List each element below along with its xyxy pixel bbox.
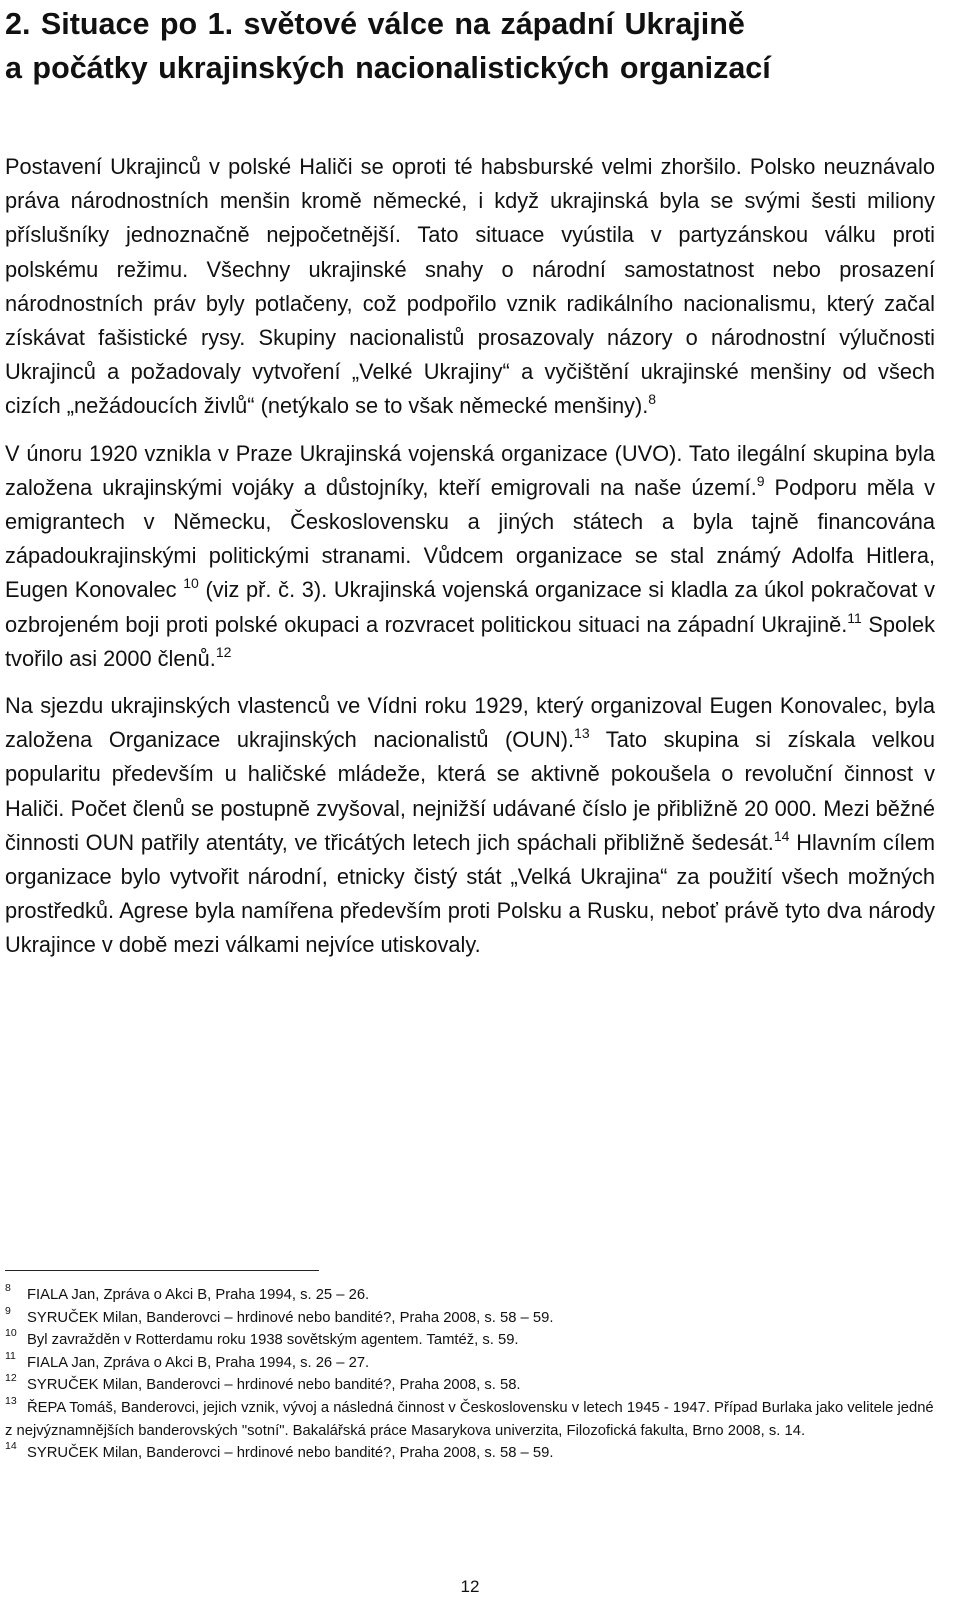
footnote-ref-8[interactable]: 8: [648, 391, 657, 408]
paragraph-2-text-c: (viz př. č. 3). Ukrajinská vojenská organizace si kladla za úkol pokračovat v ozbrojeném boji proti polské okupaci a rozvracet politickou situaci na západní Ukrajině.: [5, 577, 936, 637]
paragraph-3-text-a: Na sjezdu ukrajinských vlastenců ve Vídni roku 1929, který organizoval Eugen Konovalec, byla založena Organizace ukrajinských nacionalistů (OUN).: [5, 693, 935, 753]
footnote-ref-14[interactable]: 14: [773, 827, 790, 844]
footnote-text: SYRUČEK Milan, Banderovci – hrdinové nebo bandité?, Praha 2008, s. 58.: [27, 1377, 521, 1394]
paragraph-3-text-b: Tato skupina si získala velkou popularitu především u haličské mládeže, která se aktivně pokoušela o revoluční činnost v Haliči. Počet členů se postupně zvyšoval, nejnižší udávané číslo je přibližně 20 000. Mezi běžné činnosti OUN patřily atentáty, ve třicátých letech jich spáchali přibližně šedesát.: [5, 727, 935, 855]
section-heading-line-2: a počátky ukrajinských nacionalistických organizací: [5, 51, 771, 85]
paragraph-2-text-d: Spolek tvořilo asi 2000 členů.: [5, 611, 936, 671]
footnote-separator: [5, 1270, 319, 1271]
footnote-ref-9[interactable]: 9: [756, 472, 765, 489]
footnote-text: FIALA Jan, Zpráva o Akci B, Praha 1994, s. 25 – 26.: [27, 1287, 370, 1303]
paragraph-3: [5, 689, 935, 963]
footnote-ref-11[interactable]: 11: [847, 609, 862, 626]
footnote-13: 13 ŘEPA Tomáš, Banderovci, jejich vznik, vývoj a následná činnost v Československu v letech 1945 - 1947. Případ Burlaka jako velitele jedné z nejvýznamnějších banderovských "sotní". Bakalářská práce Masarykova univerzita, Filozofická fakulta, Brno 2008, s. 14.: [5, 1394, 934, 1439]
footnote-text: ŘEPA Tomáš, Banderovci, jejich vznik, vývoj a následná činnost v Československu v letech 1945 - 1947. Případ Burlaka jako velitele jedné z nejvýznamnějších banderovských "sotní". Bakalářská práce Masarykova univerzita, Filozofická fakulta, Brno 2008, s. 14.: [5, 1399, 934, 1439]
footnote-10: 10 Byl zavražděn v Rotterdamu roku 1938 sovětským agentem. Tamtéž, s. 59.: [5, 1327, 519, 1349]
footnote-9: 9 SYRUČEK Milan, Banderovci – hrdinové nebo bandité?, Praha 2008, s. 58 – 59.: [5, 1304, 554, 1326]
footnote-text: SYRUČEK Milan, Banderovci – hrdinové nebo bandité?, Praha 2008, s. 58 – 59.: [27, 1309, 554, 1326]
footnote-text: Byl zavražděn v Rotterdamu roku 1938 sovětským agentem. Tamtéž, s. 59.: [27, 1332, 519, 1349]
page-number: 12: [460, 1577, 480, 1596]
paragraph-1-text: Postavení Ukrajinců v polské Haliči se oproti té habsburské velmi zhoršilo. Polsko neuznávalo práva národnostních menšin kromě německé, i když ukrajinská byla se svými šesti miliony příslušníky jednoznačně nejpočetnější. Tato situace vyústila v partyzánskou válku proti polskému režimu. Všechny ukrajinské snahy o národní samostatnost nebo prosazení národnostních práv byly potlačeny, což podpořilo vznik radikálního nacionalismu, který začal získávat fašistické rysy. Skupiny nacionalistů prosazovaly názory o národnostní výlučnosti Ukrajinců a požadovaly vytvoření „Velké Ukrajiny“ a vyčištění ukrajinské menšiny od všech cizích „nežádoucích živlů“ (netýkalo se to však německé menšiny).: [5, 154, 935, 419]
footnote-ref-10[interactable]: 10: [183, 575, 199, 592]
paragraph-2: [5, 437, 935, 676]
paragraph-3-text-c: Hlavním cílem organizace bylo vytvořit národní, etnicky čistý stát „Velká Ukrajina“ za použití všech možných prostředků. Agrese byla namířena především proti Polsku a Rusku, neboť právě tyto dva národy Ukrajince v době mezi válkami nejvíce utiskovaly.: [5, 829, 935, 958]
paragraph-2-text-a: V únoru 1920 vznikla v Praze Ukrajinská vojenská organizace (UVO). Tato ilegální skupina byla založena ukrajinskými vojáky a důstojníky, kteří emigrovali na naše území.: [5, 440, 935, 500]
paragraph-2-text-b: Podporu měla v emigrantech v Německu, Československu a jiných státech a byla tajně financována západoukrajinskými politickými stranami. Vůdcem organizace se stal známý Adolfa Hitlera, Eugen Konovalec: [5, 474, 935, 603]
section-heading-line-1: 2. Situace po 1. světové válce na západní Ukrajině: [5, 7, 745, 41]
footnote-12: 12 SYRUČEK Milan, Banderovci – hrdinové nebo bandité?, Praha 2008, s. 58.: [5, 1372, 521, 1394]
section-heading: [5, 0, 935, 90]
paragraph-1: [5, 150, 935, 424]
footnotes-section: [5, 1284, 935, 1465]
footnote-text: FIALA Jan, Zpráva o Akci B, Praha 1994, s. 26 – 27.: [27, 1354, 370, 1371]
footnote-14: 14 SYRUČEK Milan, Banderovci – hrdinové nebo bandité?, Praha 2008, s. 58 – 59.: [5, 1440, 554, 1462]
footnote-text: SYRUČEK Milan, Banderovci – hrdinové nebo bandité?, Praha 2008, s. 58 – 59.: [27, 1445, 554, 1462]
document-page: [5, 0, 936, 1596]
footnote-ref-13[interactable]: 13: [574, 725, 590, 742]
footnote-ref-12[interactable]: 12: [215, 643, 232, 660]
footnote-11: 11 FIALA Jan, Zpráva o Akci B, Praha 1994, s. 26 – 27.: [5, 1349, 370, 1371]
footnote-8: 8 FIALA Jan, Zpráva o Akci B, Praha 1994, s. 25 – 26.: [5, 1282, 370, 1303]
